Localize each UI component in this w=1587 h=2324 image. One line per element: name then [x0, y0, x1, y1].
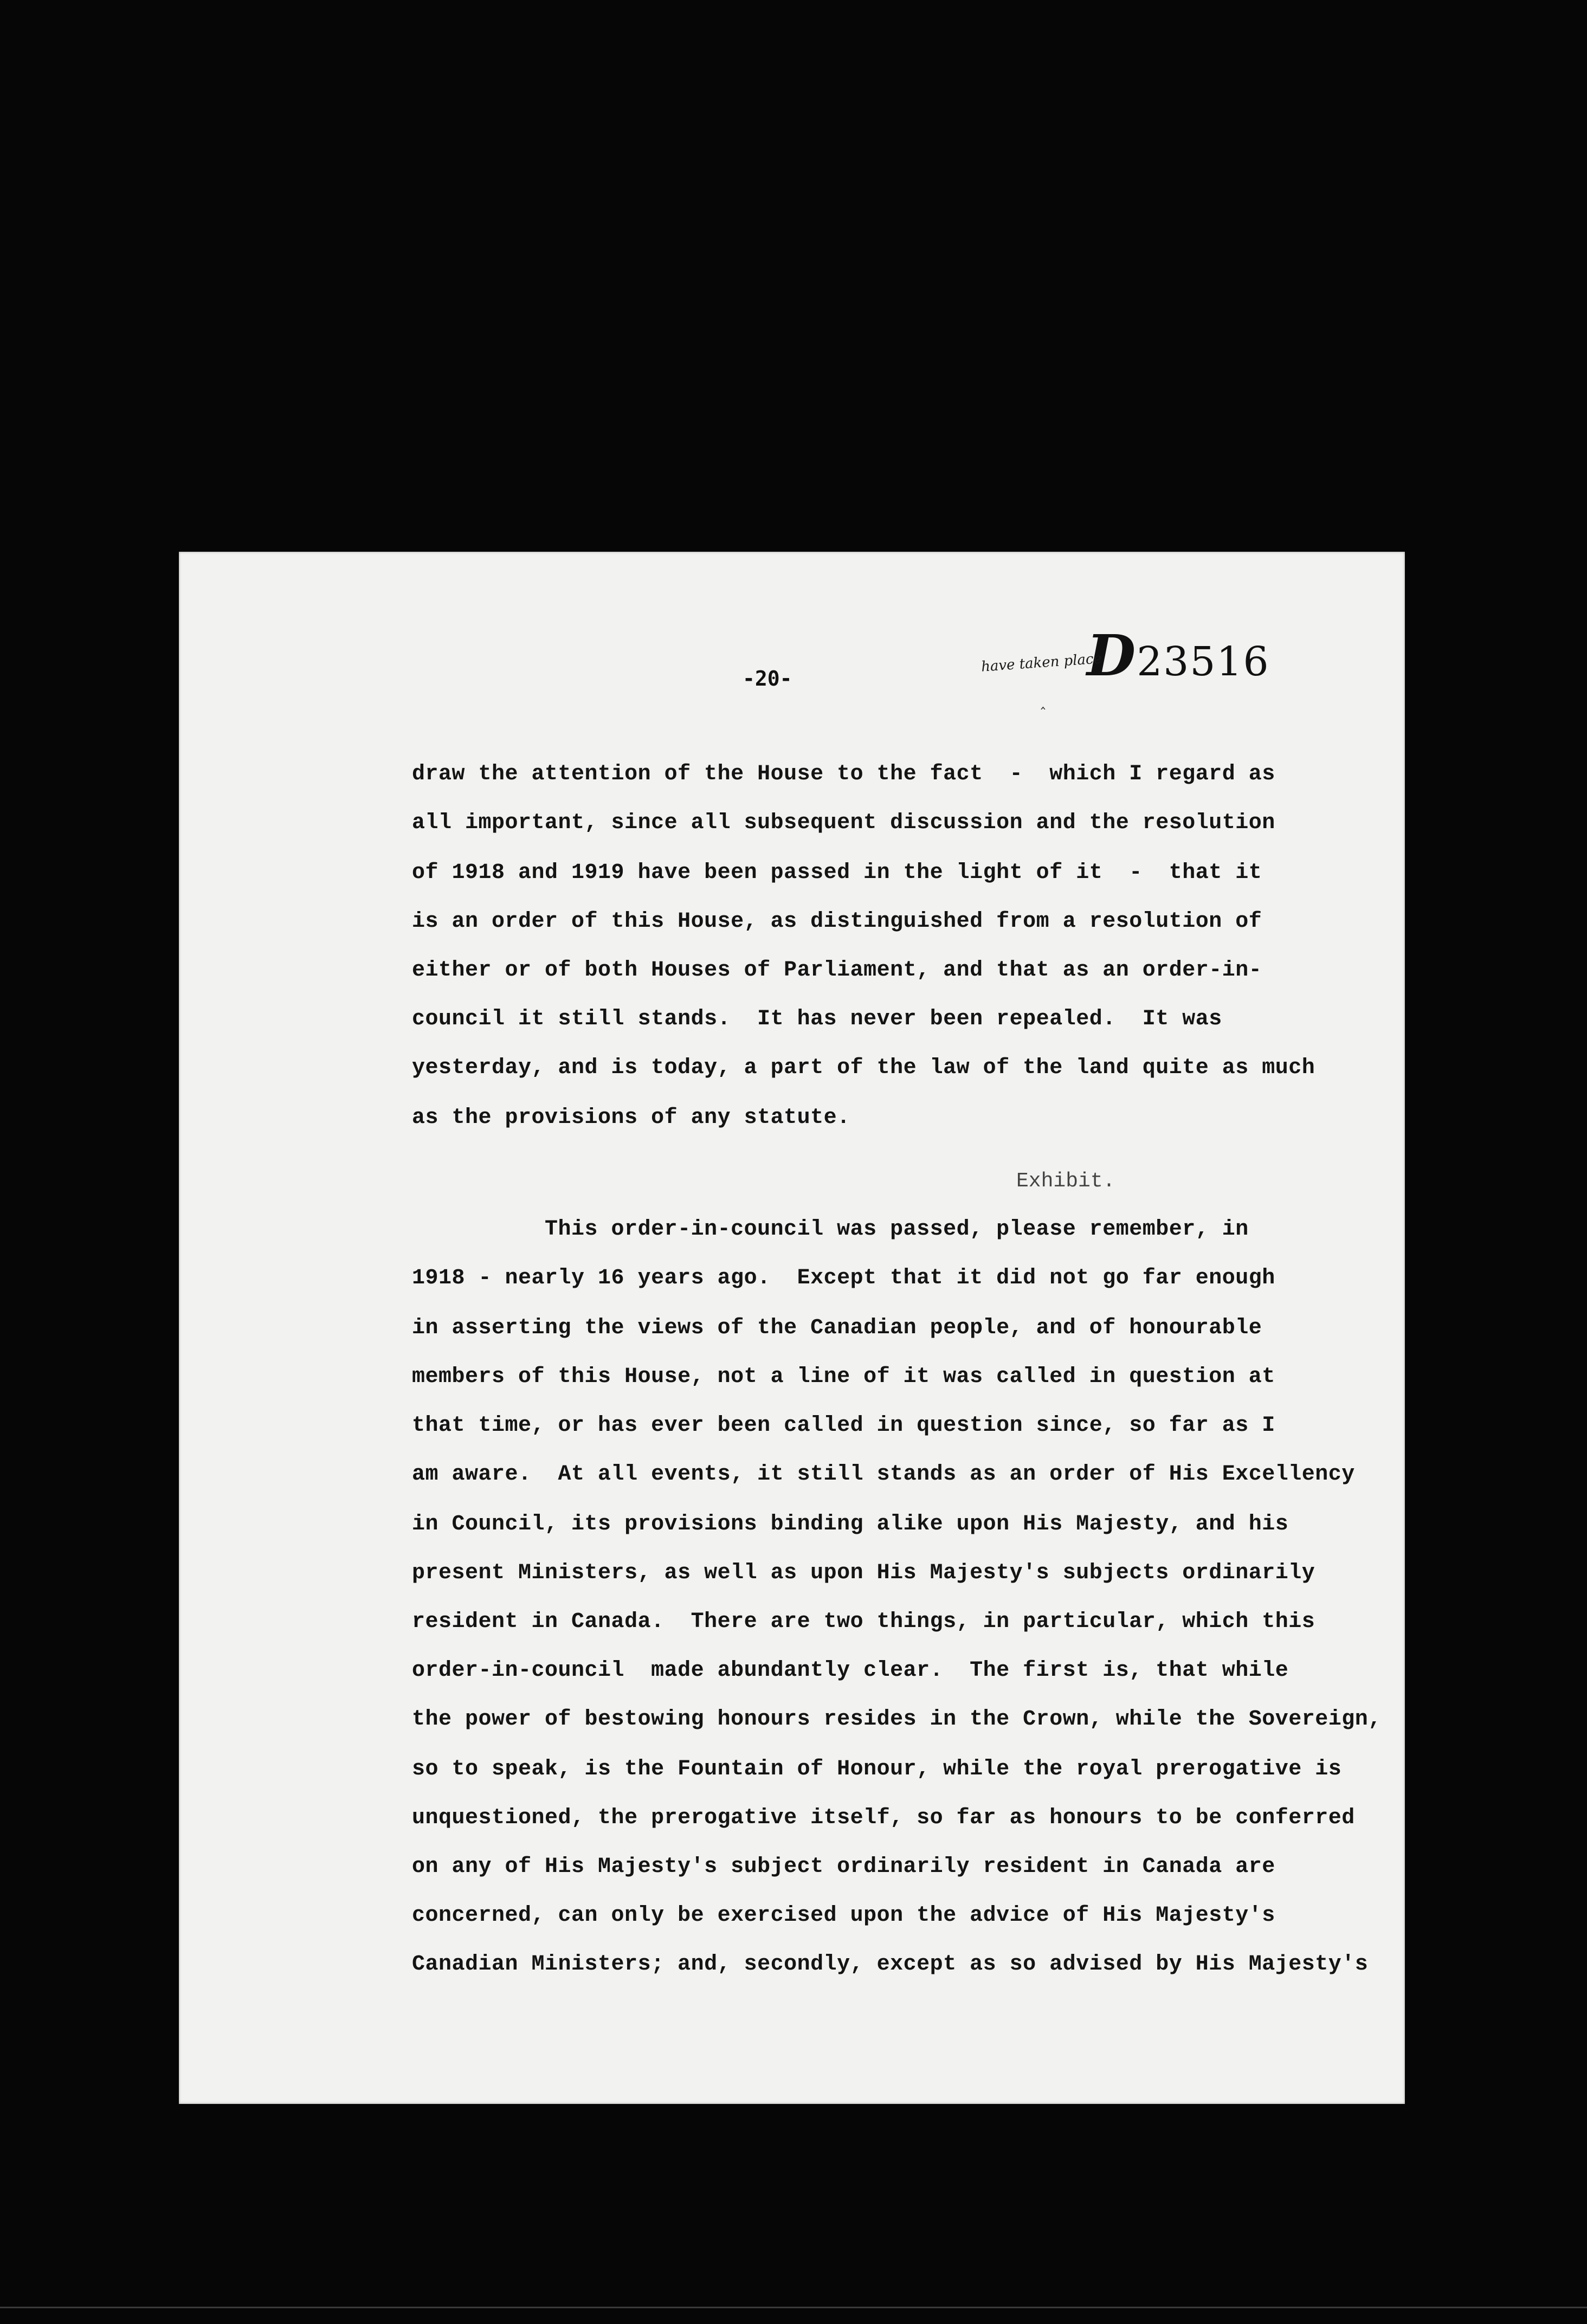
- text-line: resident in Canada. There are two things, in particular, which this: [412, 1610, 1315, 1634]
- text-line: yesterday, and is today, a part of the law of the land quite as much: [412, 1056, 1315, 1080]
- handwritten-annotation: have taken place: [980, 650, 1102, 675]
- text-line: all important, since all subsequent discussion and the resolution: [412, 811, 1275, 835]
- text-line: in Council, its provisions binding alike upon His Majesty, and his: [412, 1512, 1289, 1537]
- body-text: [179, 552, 1405, 2104]
- text-line: am aware. At all events, it still stands as an order of His Excellency: [412, 1462, 1355, 1487]
- text-line: members of this House, not a line of it was called in question at: [412, 1365, 1275, 1389]
- text-line: as the provisions of any statute.: [412, 1106, 850, 1130]
- text-line: order-in-council made abundantly clear. The first is, that while: [412, 1658, 1289, 1683]
- text-line: concerned, can only be exercised upon the advice of His Majesty's: [412, 1903, 1275, 1928]
- text-line: present Ministers, as well as upon His Majesty's subjects ordinarily: [412, 1561, 1315, 1585]
- text-line: This order-in-council was passed, please remember, in: [412, 1217, 1249, 1242]
- scan-edge-line: [0, 2307, 1587, 2308]
- text-line: so to speak, is the Fountain of Honour, while the royal prerogative is: [412, 1757, 1342, 1781]
- text-line: on any of His Majesty's subject ordinarily resident in Canada are: [412, 1855, 1275, 1879]
- document-id-prefix: D: [1087, 622, 1137, 689]
- document-id-number: 23516: [1137, 638, 1270, 685]
- text-line: either or of both Houses of Parliament, and that as an order-in-: [412, 958, 1262, 983]
- text-line: unquestioned, the prerogative itself, so far as honours to be conferred: [412, 1806, 1355, 1830]
- text-line: in asserting the views of the Canadian people, and of honourable: [412, 1316, 1262, 1340]
- exhibit-label: Exhibit.: [1016, 1170, 1115, 1193]
- text-line: that time, or has ever been called in question since, so far as I: [412, 1413, 1275, 1438]
- text-line: council it still stands. It has never been repealed. It was: [412, 1007, 1222, 1031]
- text-line: Canadian Ministers; and, secondly, except as so advised by His Majesty's: [412, 1952, 1369, 1977]
- page-number: -20-: [743, 667, 792, 690]
- text-line: 1918 - nearly 16 years ago. Except that it did not go far enough: [412, 1266, 1275, 1290]
- text-line: of 1918 and 1919 have been passed in the light of it - that it: [412, 861, 1262, 885]
- insertion-caret-icon: ‸: [1041, 694, 1046, 710]
- text-line: the power of bestowing honours resides in the Crown, while the Sovereign,: [412, 1707, 1382, 1732]
- document-page: [179, 552, 1405, 2104]
- text-line: is an order of this House, as distinguished from a resolution of: [412, 909, 1262, 934]
- text-line: draw the attention of the House to the fact - which I regard as: [412, 762, 1275, 786]
